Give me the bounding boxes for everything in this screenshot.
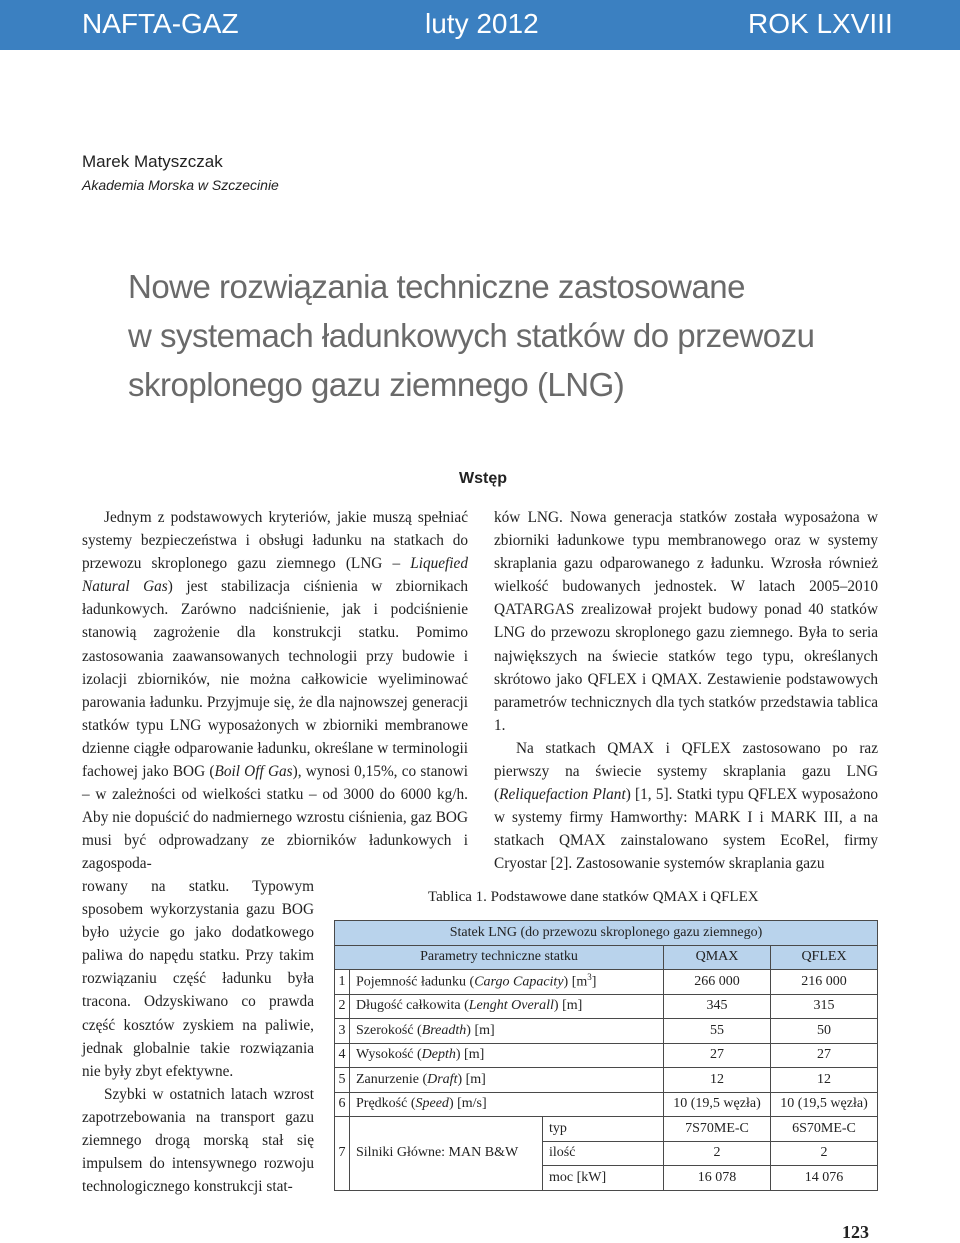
table-header-row [335,945,878,970]
cell-qflex: 14 076 [771,1166,878,1191]
table-row [335,994,878,1019]
author-name: Marek Matyszczak [82,152,223,171]
row-number: 5 [335,1068,350,1093]
paragraph-continued: ków LNG. Nowa generacja statków została wyposażona w zbiorniki ładunkowe typu membranowego oraz w systemy skraplania gazu odparowanego z ładunku. Wzrosła również wielkość budowanych jednostek. W latach 2005–2010 QATARGAS zrealizował projekt budowy ponad 40 statków LNG do przewozu skroplonego gazu ziemnego. Była to seria największych na świecie statków tego typu, określanych skrótowo jako QFLEX i QMAX. Zestawienie podstawowych parametrów technicznych dla tych statków przedstawia tablica 1. [494,509,878,734]
row-label: Długość całkowita (Lenght Overall) [m] [350,994,664,1019]
article-title [128,262,888,409]
table-row [335,1117,878,1142]
paragraph: Szybki w ostatnich latach wzrost zapotrzebowania na transport gazu ziemnego drogą morską stał się impulsem do intensywnego rozwoju technologicznego konstrukcji stat- [82,1085,314,1196]
row-label: Silniki Główne: MAN B&W [350,1117,543,1191]
cell-qflex: 216 000 [771,970,878,995]
row-number: 7 [335,1117,350,1191]
cell-qmax: 345 [664,994,771,1019]
cell-qflex: 6S70ME-C [771,1117,878,1142]
row-label: Pojemność ładunku (Cargo Capacity) $[m^3]$ [350,970,664,995]
row-number: 6 [335,1092,350,1117]
sub-label: ilość [543,1141,664,1166]
left-column-narrow-text [82,875,314,1198]
row-number: 2 [335,994,350,1019]
row-label: Wysokość (Depth) [m] [350,1043,664,1068]
cell-qmax: 16 078 [664,1166,771,1191]
cell-qmax: 10 (19,5 węzła) [664,1092,771,1117]
cell-qmax: 266 000 [664,970,771,995]
row-number: 4 [335,1043,350,1068]
header-qmax: QMAX [664,945,771,970]
cell-qflex: 50 [771,1019,878,1044]
table-row [335,1092,878,1117]
row-number: 3 [335,1019,350,1044]
cell-qmax: 12 [664,1068,771,1093]
cell-qflex: 2 [771,1141,878,1166]
sub-label: moc [kW] [543,1166,664,1191]
title-line: skroplonego gazu ziemnego (LNG) [128,366,625,403]
ship-spec-table [334,920,878,1191]
cell-qmax: 55 [664,1019,771,1044]
cell-qflex: 10 (19,5 węzła) [771,1092,878,1117]
header-qflex: QFLEX [771,945,878,970]
cell-qflex: 12 [771,1068,878,1093]
title-line: w systemach ładunkowych statków do przewozu [128,317,815,354]
cell-qmax: 7S70ME-C [664,1117,771,1142]
row-label: Szerokość (Breadth) [m] [350,1019,664,1044]
right-column-text [494,506,878,876]
journal-name: NAFTA-GAZ [82,8,239,39]
table-title: Statek LNG (do przewozu skroplonego gazu ziemnego) [335,921,878,946]
left-column-text [82,506,468,876]
cell-qflex: 315 [771,994,878,1019]
row-label: Prędkość (Speed) [m/s] [350,1092,664,1117]
sub-label: typ [543,1117,664,1142]
volume-label: ROK LXVIII [748,8,893,39]
paragraph: Na statkach QMAX i QFLEX zastosowano po raz pierwszy na świecie systemy skraplania gazu LNG (Reliquefaction Plant) [1, 5]. Statki typu QFLEX wyposażono w systemy firmy Hamworthy: MARK I i MARK III, a na statkach QMAX zainstalowano system EcoRel, firmy Cryostar [2]. Zastosowanie systemów skraplania gazu [494,739,879,873]
cell-qflex: 27 [771,1043,878,1068]
cell-qmax: 27 [664,1043,771,1068]
section-heading: Wstęp [459,470,507,487]
author-affiliation: Akademia Morska w Szczecinie [82,177,279,193]
journal-header-bar [0,0,960,50]
table-row [335,1043,878,1068]
row-number: 1 [335,970,350,995]
table-title-row [335,921,878,946]
paragraph-continued: rowany na statku. Typowym sposobem wykorzystania gazu BOG było użycie go jako dodatkowego paliwa do napędu statku. Przy takim rozwiązaniu część ładunku była tracona. Odzyskiwano co prawda część kosztów zyskiem na paliwie, jednak globalnie takie rozwiązania nie były zbyt efektywne. [82,878,314,1080]
title-line: Nowe rozwiązania techniczne zastosowane [128,268,746,305]
header-param: Parametry techniczne statku [335,945,664,970]
table-row [335,970,878,995]
issue-date: luty 2012 [425,8,539,39]
cell-qmax: 2 [664,1141,771,1166]
page-number: 123 [842,1222,869,1242]
table-caption: Tablica 1. Podstawowe dane statków QMAX i QFLEX [428,889,759,905]
row-label: Zanurzenie (Draft) [m] [350,1068,664,1093]
table-row [335,1068,878,1093]
table-row [335,1019,878,1044]
paragraph: Jednym z podstawowych kryteriów, jakie muszą spełniać systemy bezpieczeństwa i obsługi ładunku na statkach do przewozu skroplonego gazu ziemnego (LNG – Liquefied Natural Gas) jest stabilizacja ciśnienia w zbiornikach ładunkowych. Zarówno nadciśnienie, jak i podciśnienie stanowią zagrożenie dla konstrukcji statku. Pomimo zastosowania zaawansowanych technologii przy budowie i izolacji zbiorników, nie można całkowicie wyeliminować parowania ładunku. Przyjmuje się, że dla najnowszej generacji statków typu LNG wyposażonych w zbiorniki membranowe dzienne ciągłe odparowanie ładunku, określane w terminologii fachowej jako BOG (Boil Off Gas), wynosi 0,15%, co stanowi – w zależności od wielkości statku – od 3000 do 6000 kg/h. Aby nie dopuścić do nadmiernego wzrostu ciśnienia, gaz BOG musi być odprowadzany ze zbiorników ładunkowych i zagospoda- [82,509,468,873]
